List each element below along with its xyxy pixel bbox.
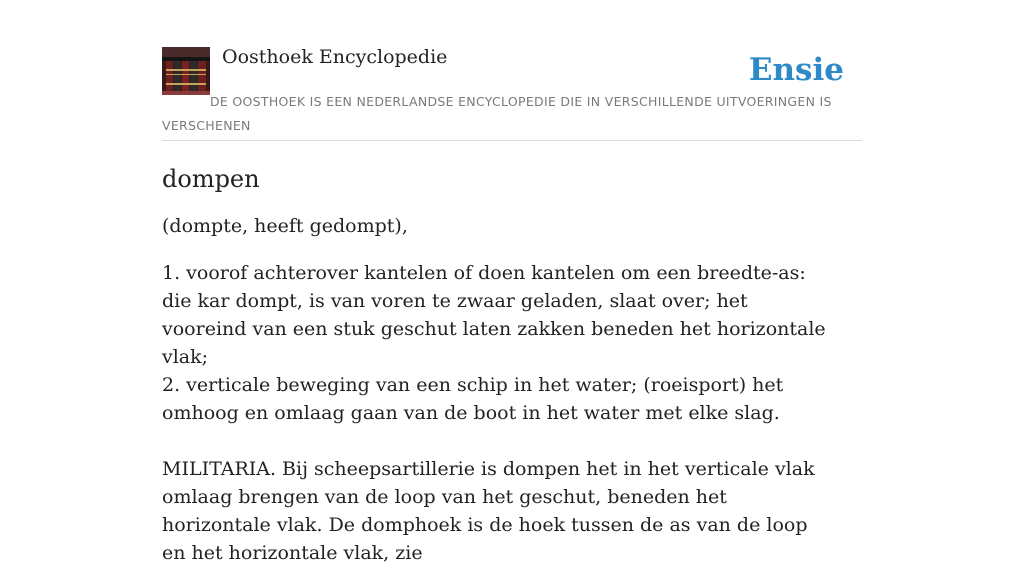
definition-item-2: 2. verticale beweging van een schip in het water; (roeisport) het omhoog en omlaag gaan van de boot in het water met elke slag. (162, 374, 784, 424)
book-spines-icon (162, 47, 210, 95)
avatar[interactable] (162, 47, 210, 95)
site-name[interactable]: Oosthoek Encyclopedie (222, 46, 448, 68)
article-definition (162, 259, 832, 427)
site-header (162, 44, 862, 141)
site-subtitle: DE OOSTHOEK IS EEN NEDERLANDSE ENCYCLOPEDIE DIE IN VERSCHILLENDE UITVOERINGEN IS VERSCHENEN (162, 94, 832, 133)
article-grammar: (dompte, heeft gedompt), (162, 215, 408, 237)
definition-item-1: 1. voorof achterover kantelen of doen kantelen om een breedte-as: die kar dompt, is van voren te zwaar geladen, slaat over; het vooreind van een stuk geschut laten zakken beneden het horizontale vlak; (162, 262, 826, 368)
article (162, 160, 832, 567)
brand-logo[interactable]: Ensie (748, 52, 844, 88)
article-title: dompen (162, 165, 260, 193)
article-militaria: MILITARIA. Bij scheepsartillerie is dompen het in het verticale vlak omlaag brengen van de loop van het geschut, beneden het horizontale vlak. De domphoek is de hoek tussen de as van de loop en het horizontale vlak, zie (162, 458, 815, 564)
